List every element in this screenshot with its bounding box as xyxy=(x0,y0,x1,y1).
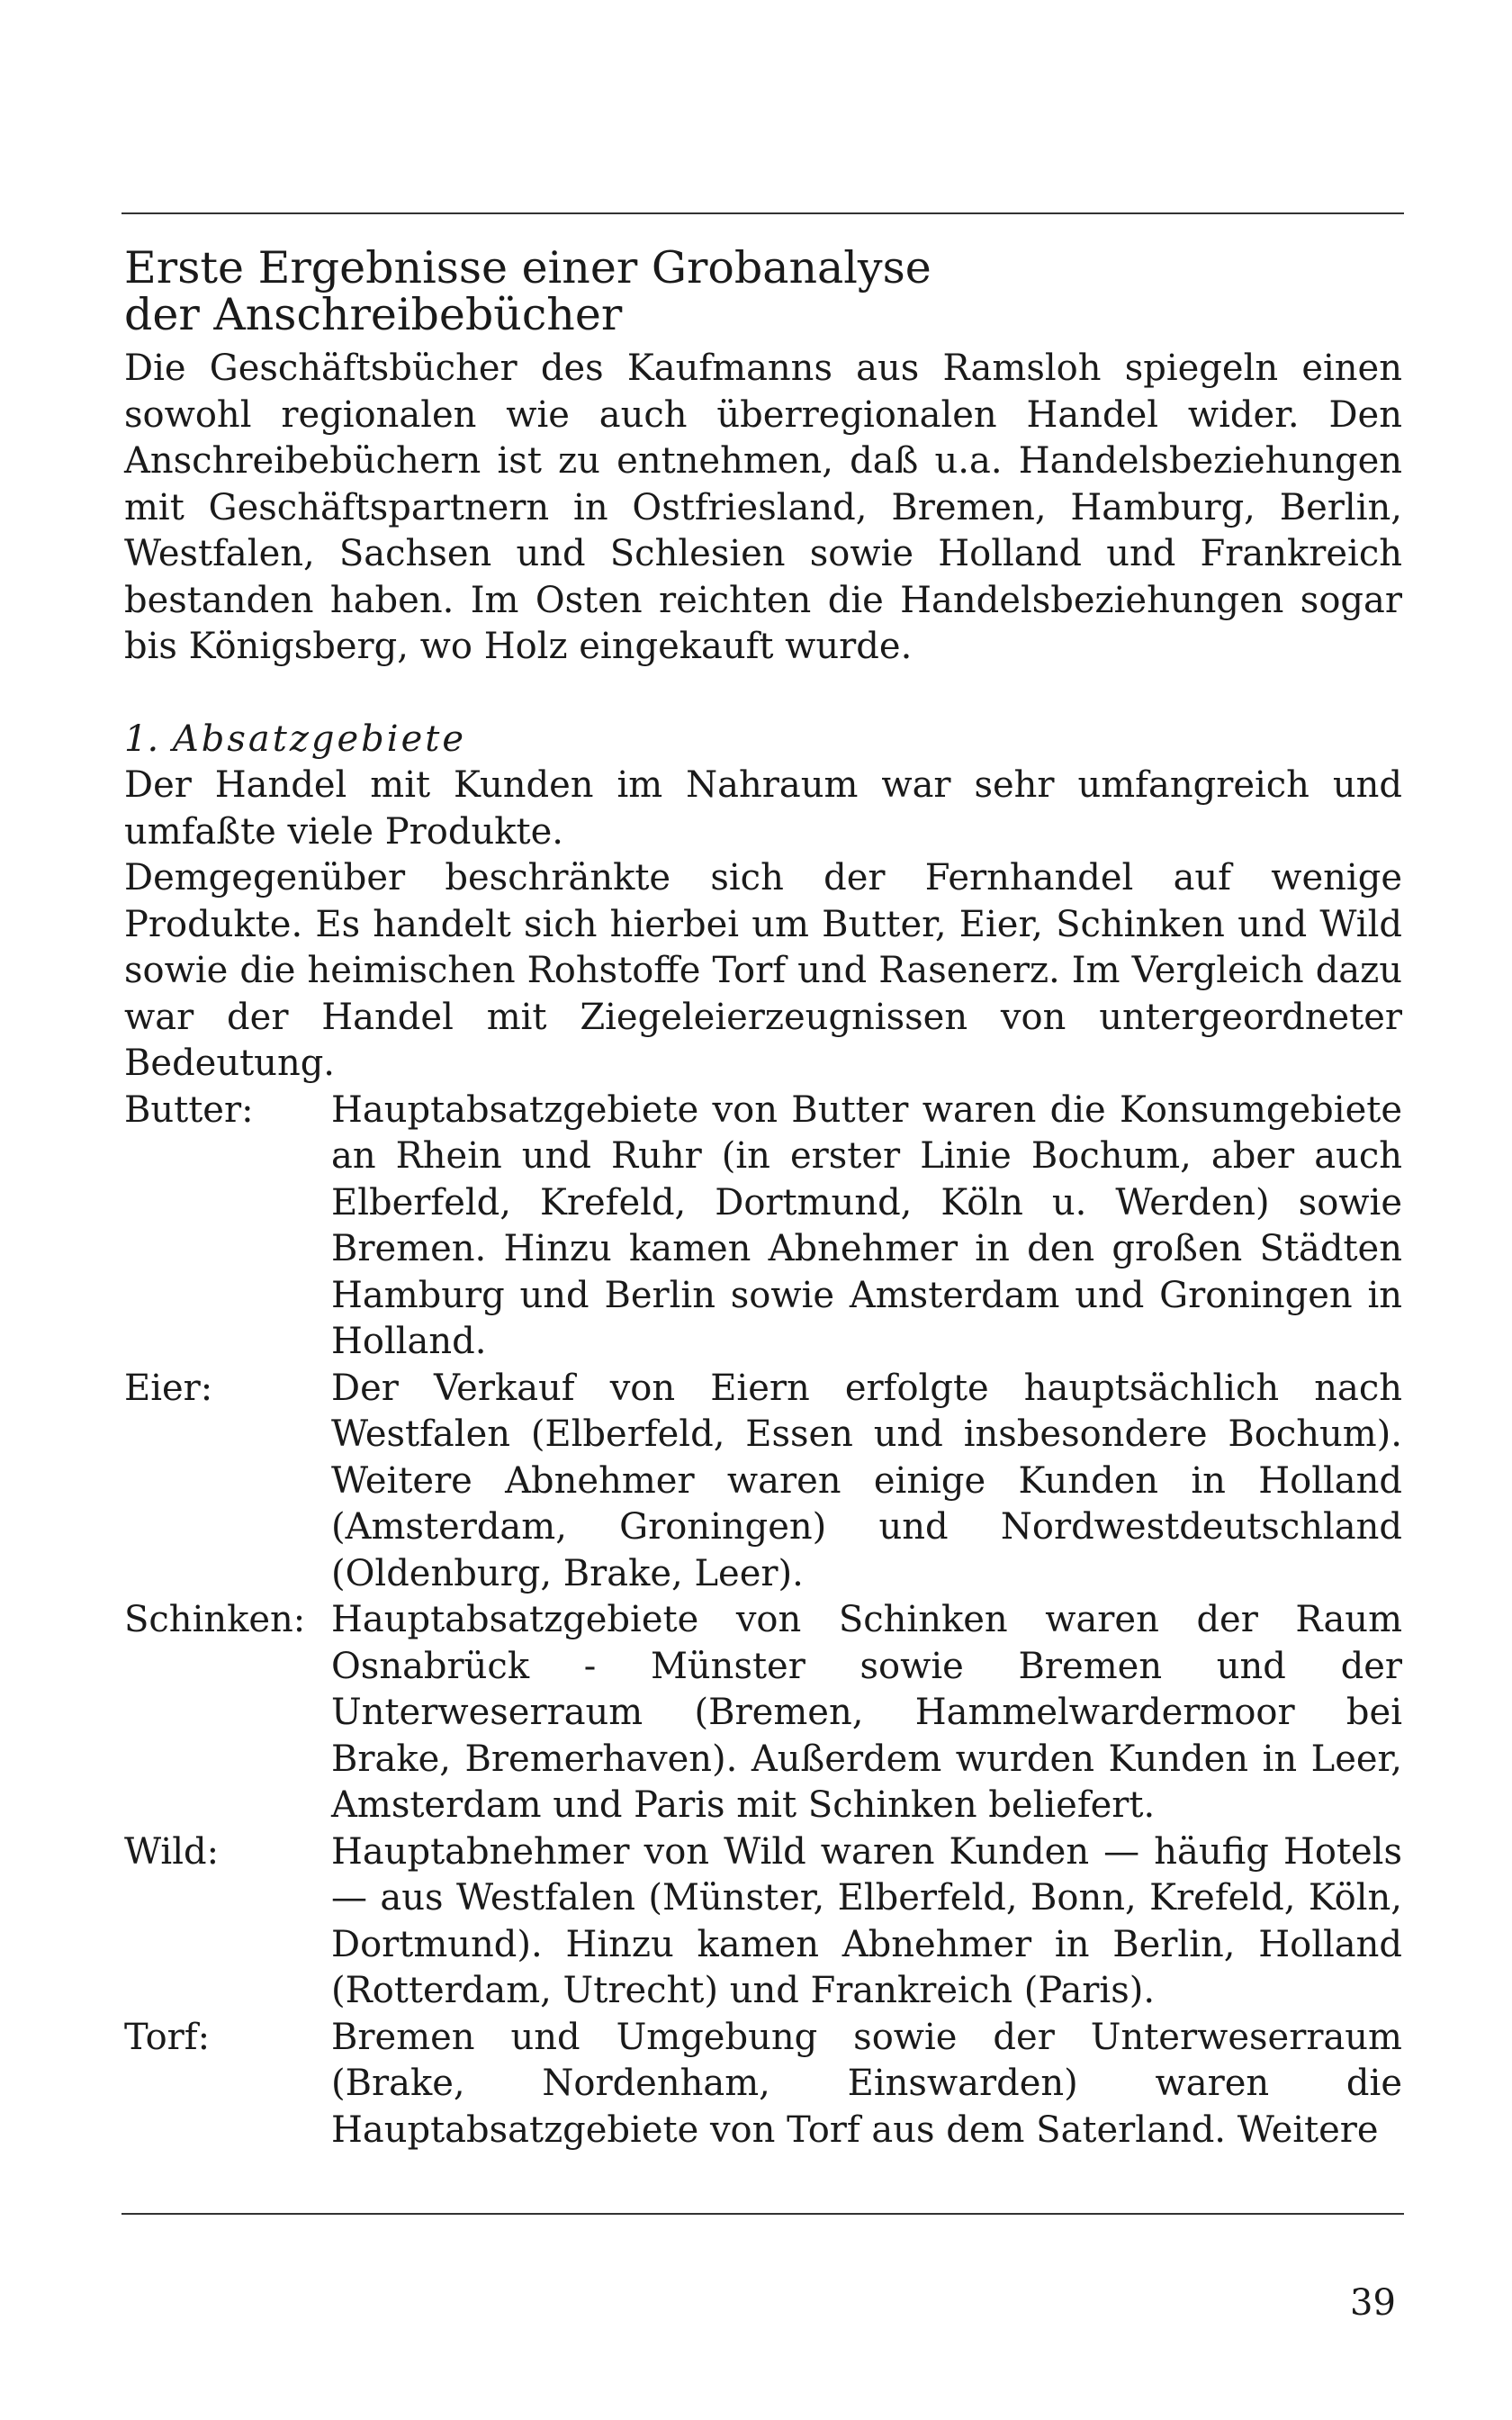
top-rule xyxy=(122,212,1404,214)
entry-text: Bremen und Umgebung sowie der Unterweserraum (Brake, Nordenham, Einswarden) waren die Hauptabsatzgebiete von Torf aus dem Saterland. Weitere xyxy=(331,2016,1402,2151)
intro-paragraph: Die Geschäftsbücher des Kaufmanns aus Ramsloh spiegeln einen sowohl regionalen wie auch überregionalen Handel wider. Den Anschreibebüchern ist zu entnehmen, daß u.a. Handelsbeziehungen mit Geschäftspartnern in Ostfriesland, Bremen, Hamburg, Berlin, Westfalen, Sachsen und Schlesien sowie Holland und Frankreich bestanden haben. Im Osten reichten die Handelsbeziehungen sogar bis Königsberg, wo Holz eingekauft wurde. xyxy=(124,348,1402,667)
paragraph-nahraum: Der Handel mit Kunden im Nahraum war sehr umfangreich und umfaßte viele Produkte. xyxy=(124,764,1402,853)
entry-butter xyxy=(124,1088,1402,1366)
page-content xyxy=(124,242,1402,2154)
section-heading xyxy=(124,242,1402,340)
subsection-title: Absatzgebiete xyxy=(172,718,466,760)
heading-line-1: Erste Ergebnisse einer Grobanalyse xyxy=(124,242,932,293)
entry-label: Wild: xyxy=(124,1830,220,1873)
entry-text: Hauptabsatzgebiete von Butter waren die Konsumgebiete an Rhein und Ruhr (in erster Linie Bochum, aber auch Elberfeld, Krefeld, Dortmund, Köln u. Werden) sowie Bremen. Hinzu kamen Abnehmer in den großen Städten Hamburg und Berlin sowie Amsterdam und Groningen in Holland. xyxy=(331,1088,1402,1362)
entry-schinken xyxy=(124,1597,1402,1829)
entry-eier xyxy=(124,1366,1402,1598)
entry-text: Hauptabnehmer von Wild waren Kunden — häufig Hotels — aus Westfalen (Münster, Elberfeld, Bonn, Krefeld, Köln, Dortmund). Hinzu kamen Abnehmer in Berlin, Holland (Rotterdam, Utrecht) und Frankreich (Paris). xyxy=(331,1830,1402,2011)
entry-label: Torf: xyxy=(124,2016,211,2058)
spacer xyxy=(124,671,1402,717)
entry-text: Hauptabsatzgebiete von Schinken waren der Raum Osnabrück - Münster sowie Bremen und der Unterweserraum (Bremen, Hammelwardermoor bei Brake, Bremerhaven). Außerdem wurden Kunden in Leer, Amsterdam und Paris mit Schinken beliefert. xyxy=(331,1599,1402,1826)
subsection-number: 1. xyxy=(124,718,159,760)
page-number: 39 xyxy=(1350,2282,1396,2324)
subsection-heading xyxy=(124,717,1402,763)
entry-label: Butter: xyxy=(124,1088,254,1131)
entry-text: Der Verkauf von Eiern erfolgte hauptsächlich nach Westfalen (Elberfeld, Essen und insbesondere Bochum). Weitere Abnehmer waren einige Kunden in Holland (Amsterdam, Groningen) und Nordwestdeutschland (Oldenburg, Brake, Leer). xyxy=(331,1367,1402,1594)
entry-wild xyxy=(124,1829,1402,2015)
entry-label: Schinken: xyxy=(124,1599,306,1640)
entry-label: Eier: xyxy=(124,1367,213,1409)
entry-torf xyxy=(124,2015,1402,2154)
bottom-rule xyxy=(122,2213,1404,2215)
heading-line-2: der Anschreibebücher xyxy=(124,289,623,340)
paragraph-fernhandel: Demgegenüber beschränkte sich der Fernhandel auf wenige Produkte. Es handelt sich hierbei um Butter, Eier, Schinken und Wild sowie die heimischen Rohstoffe Torf und Rasenerz. Im Vergleich dazu war der Handel mit Ziegeleierzeugnissen von untergeordneter Bedeutung. xyxy=(124,857,1402,1084)
